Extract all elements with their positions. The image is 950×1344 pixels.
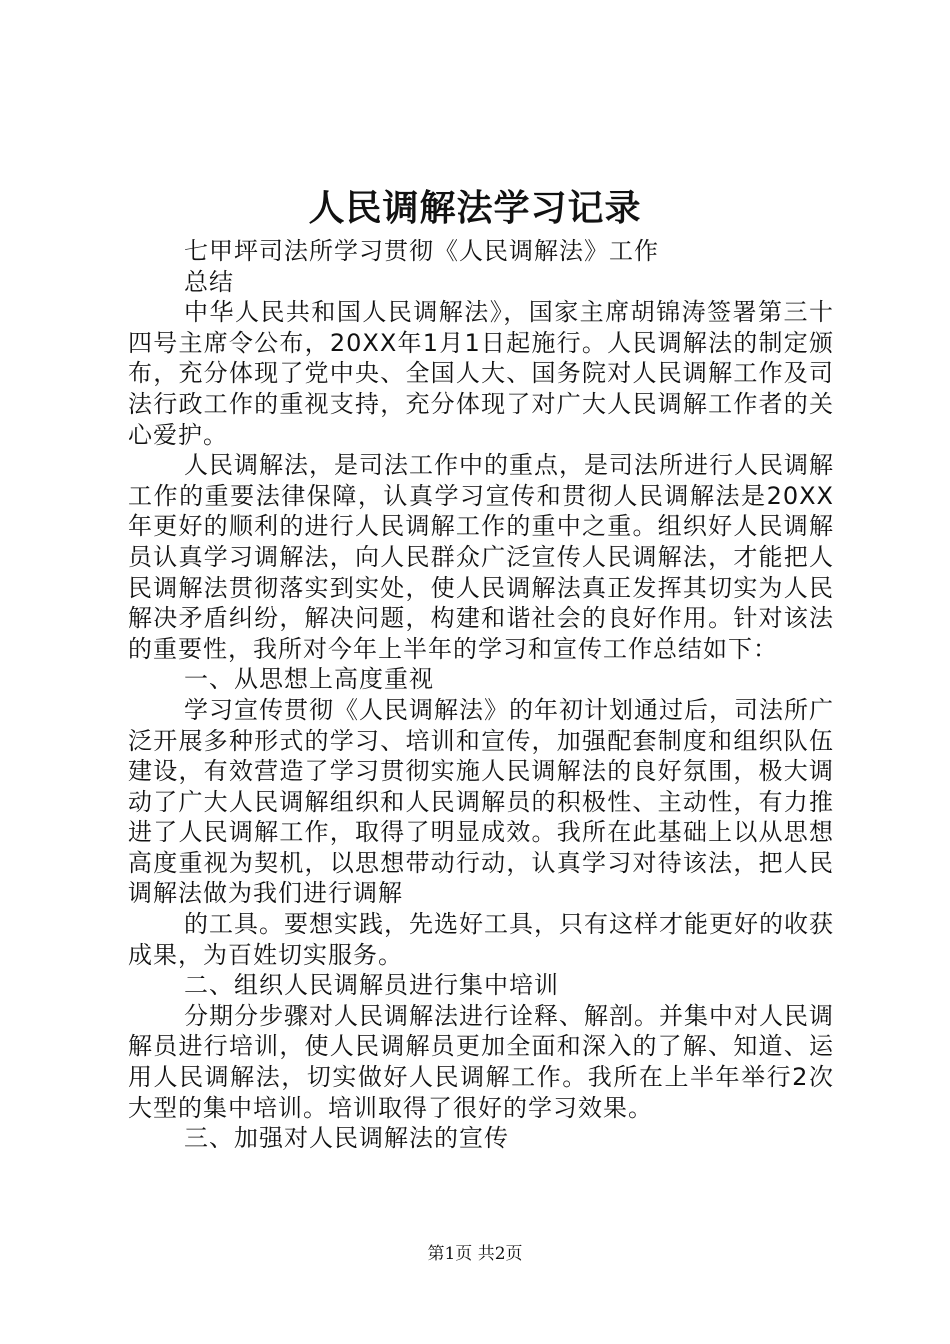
document-title: 人民调解法学习记录 [308, 187, 642, 229]
section-heading: 二、组织人民调解员进行集中培训 [184, 971, 559, 1000]
paragraph: 人民调解法，是司法工作中的重点，是司法所进行人民调解工作的重要法律保障，认真学习宣传和贯彻人民调解法是20XX年更好的顺利的进行人民调解工作的重中之重。组织好人民调解员认真学习调解法，向人民群众广泛宣传人民调解法，才能把人民调解法贯彻落实到实处，使人民调解法真正发挥其切实为人民解决矛盾纠纷，解决问题，构建和谐社会的良好作用。针对该法的重要性，我所对今年上半年的学习和宣传工作总结如下： [128, 451, 834, 663]
page-footer: 第1页 共2页 [427, 1244, 523, 1264]
paragraph: 中华人民共和国人民调解法》，国家主席胡锦涛签署第三十四号主席令公布，20XX年1月1日起施行。人民调解法的制定颁布，充分体现了党中央、全国人大、国务院对人民调解工作及司法行政工作的重视支持，充分体现了对广大人民调解工作者的关心爱护。 [128, 298, 834, 449]
subtitle-line-2: 总结 [184, 267, 234, 296]
section-heading: 一、从思想上高度重视 [184, 665, 434, 694]
section-heading: 三、加强对人民调解法的宣传 [184, 1124, 509, 1153]
paragraph: 的工具。要想实践，先选好工具，只有这样才能更好的收获成果，为百姓切实服务。 [128, 910, 834, 969]
document-body [128, 236, 834, 1154]
paragraph: 学习宣传贯彻《人民调解法》的年初计划通过后，司法所广泛开展多种形式的学习、培训和宣传，加强配套制度和组织队伍建设，有效营造了学习贯彻实施人民调解法的良好氛围，极大调动了广大人民调解组织和人民调解员的积极性、主动性，有力推进了人民调解工作，取得了明显成效。我所在此基础上以从思想高度重视为契机，以思想带动行动，认真学习对待该法，把人民调解法做为我们进行调解 [128, 695, 834, 908]
subtitle-line-1: 七甲坪司法所学习贯彻《人民调解法》工作 [184, 237, 659, 265]
paragraph: 分期分步骤对人民调解法进行诠释、解剖。并集中对人民调解员进行培训，使人民调解员更加全面和深入的了解、知道、运用人民调解法，切实做好人民调解工作。我所在上半年举行2次大型的集中培训。培训取得了很好的学习效果。 [128, 1001, 834, 1122]
